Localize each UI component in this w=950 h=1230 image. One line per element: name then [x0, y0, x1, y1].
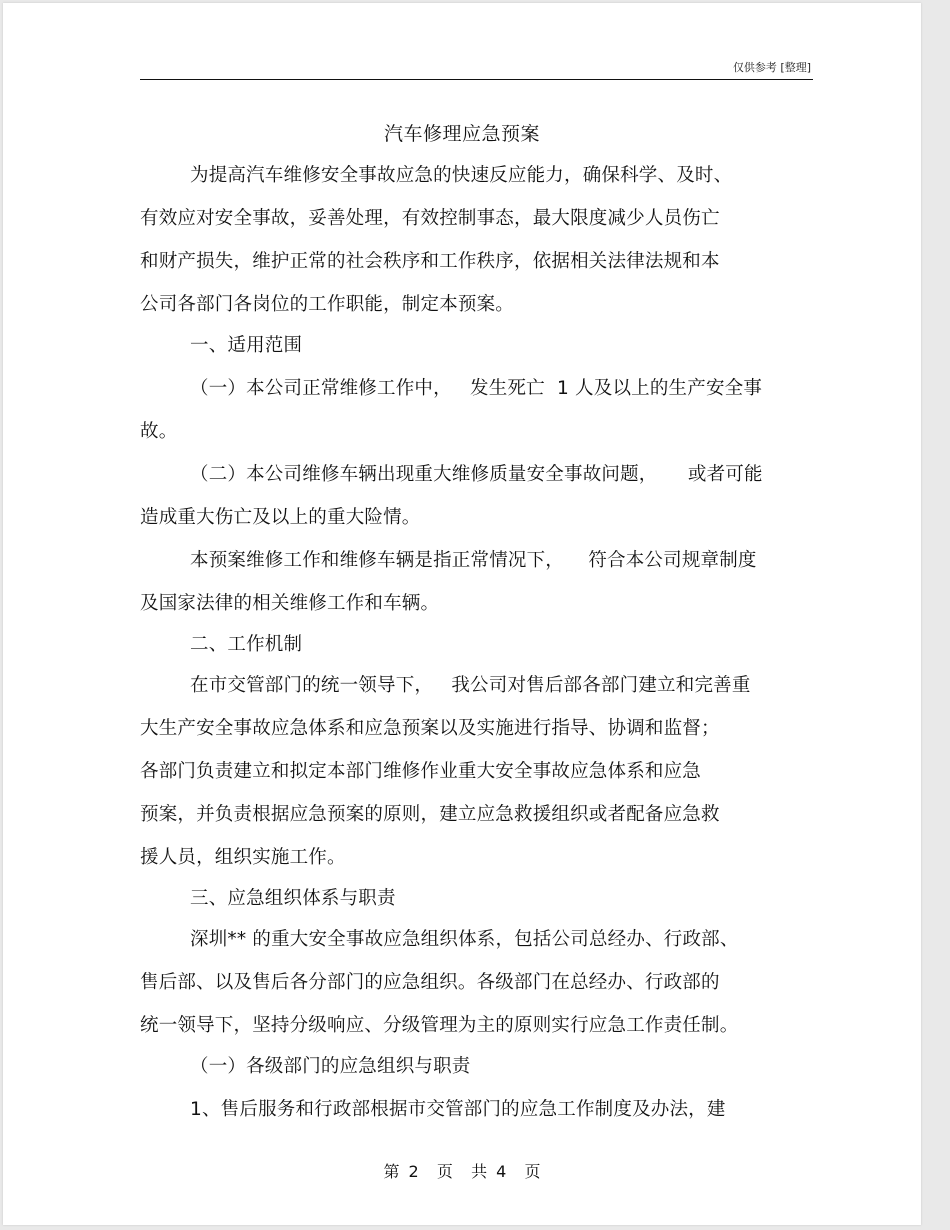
page-number-footer: 第 2 页 共 4 页	[383, 1162, 541, 1181]
paragraph-line: （二）本公司维修车辆出现重大维修质量安全事故问题， 或者可能	[190, 464, 763, 485]
paragraph-line: 售后部、以及售后各分部门的应急组织。各级部门在总经办、行政部的	[140, 972, 720, 993]
paragraph-line: 大生产安全事故应急体系和应急预案以及实施进行指导、协调和监督；	[140, 718, 720, 739]
paragraph-line: 深圳** 的重大安全事故应急组织体系，包括公司总经办、行政部、	[190, 929, 739, 950]
paragraph-line: 在市交管部门的统一领导下， 我公司对售后部各部门建立和完善重	[190, 675, 751, 696]
section-heading: 一、适用范围	[190, 335, 303, 356]
header-divider	[140, 79, 813, 80]
paragraph-line: 为提高汽车维修安全事故应急的快速反应能力，确保科学、及时、	[190, 165, 733, 186]
paragraph-line: 和财产损失，维护正常的社会秩序和工作秩序，依据相关法律法规和本	[140, 251, 720, 272]
paragraph-line: 公司各部门各岗位的工作职能，制定本预案。	[140, 294, 515, 315]
section-heading: 三、应急组织体系与职责	[190, 888, 396, 909]
paragraph-line: 本预案维修工作和维修车辆是指正常情况下， 符合本公司规章制度	[190, 550, 757, 571]
document-page	[3, 3, 921, 1225]
header-note: 仅供参考 [整理]	[732, 61, 811, 74]
paragraph-line: 1、售后服务和行政部根据市交管部门的应急工作制度及办法，建	[190, 1099, 726, 1120]
section-heading: 二、工作机制	[190, 634, 303, 655]
paragraph-line: 及国家法律的相关维修工作和车辆。	[140, 593, 440, 614]
paragraph-line: 预案，并负责根据应急预案的原则，建立应急救援组织或者配备应急救	[140, 804, 720, 825]
paragraph-line: 有效应对安全事故，妥善处理，有效控制事态，最大限度减少人员伤亡	[140, 208, 720, 229]
paragraph-line: 援人员，组织实施工作。	[140, 847, 346, 868]
subsection-heading: （一）各级部门的应急组织与职责	[190, 1056, 471, 1077]
paragraph-line: 各部门负责建立和拟定本部门维修作业重大安全事故应急体系和应急	[140, 761, 702, 782]
paragraph-line: （一）本公司正常维修工作中， 发生死亡 1 人及以上的生产安全事	[190, 378, 763, 399]
document-title: 汽车修理应急预案	[383, 123, 540, 145]
paragraph-line: 造成重大伤亡及以上的重大险情。	[140, 507, 421, 528]
paragraph-line: 故。	[140, 421, 178, 442]
paragraph-line: 统一领导下，坚持分级响应、分级管理为主的原则实行应急工作责任制。	[140, 1015, 739, 1036]
